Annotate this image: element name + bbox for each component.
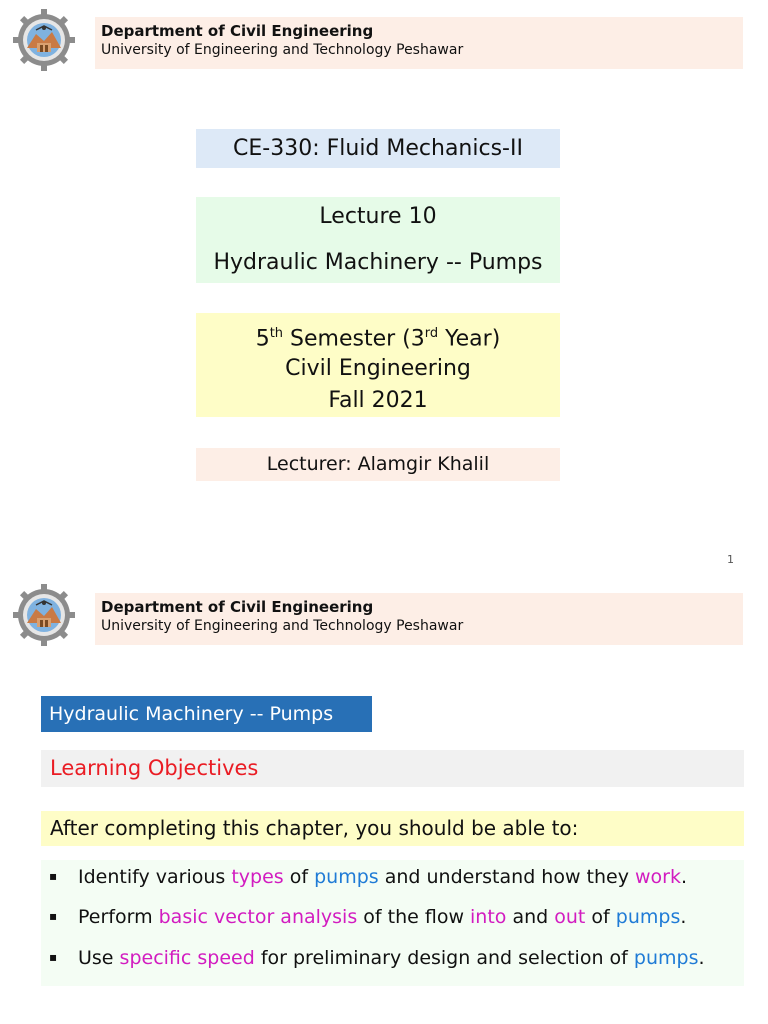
lecture-box — [196, 197, 560, 283]
keyword: types — [231, 866, 284, 888]
lecture-topic: Hydraulic Machinery -- Pumps — [213, 250, 543, 275]
university-name: University of Engineering and Technology Peshawar — [101, 618, 464, 634]
bullet-icon: ▪ — [49, 909, 58, 923]
header-banner — [95, 593, 743, 645]
department-name: Department of Civil Engineering — [101, 598, 374, 616]
bullet-icon: ▪ — [49, 869, 58, 883]
lecture-number: Lecture 10 — [319, 204, 437, 229]
keyword: basic vector analysis — [158, 906, 358, 928]
year-suffix: rd — [424, 326, 439, 341]
semester-label: Semester (3 — [283, 326, 425, 352]
semester-suffix: th — [269, 326, 284, 341]
keyword: work — [635, 866, 681, 888]
objectives-slide — [0, 575, 768, 1024]
list-item: ▪ Use specific speed for preliminary design and selection of pumps. — [49, 947, 705, 969]
objectives-list — [41, 860, 744, 986]
term: Fall 2021 — [328, 388, 428, 414]
university-logo-icon — [12, 583, 76, 647]
semester-line — [196, 320, 560, 353]
lecturer-name: Lecturer: Alamgir Khalil — [196, 448, 560, 481]
department-name: Department of Civil Engineering — [101, 22, 374, 40]
intro-text: After completing this chapter, you should be able to: — [41, 811, 744, 846]
header-banner — [95, 17, 743, 69]
keyword: pumps — [633, 947, 699, 969]
keyword: into — [470, 906, 507, 928]
semester-number: 5 — [255, 326, 270, 352]
list-item: ▪ Perform basic vector analysis of the flow into and out of pumps. — [49, 906, 687, 928]
keyword: specific speed — [119, 947, 255, 969]
objectives-heading: Learning Objectives — [41, 750, 744, 787]
list-item: ▪ Identify various types of pumps and understand how they work. — [49, 866, 688, 888]
course-title: CE-330: Fluid Mechanics-II — [196, 129, 560, 168]
semester-box — [196, 313, 560, 417]
page-number: 1 — [727, 553, 734, 566]
keyword: out — [554, 906, 586, 928]
program-name: Civil Engineering — [285, 356, 471, 382]
university-logo-icon — [12, 8, 76, 72]
keyword: pumps — [615, 906, 681, 928]
topic-heading: Hydraulic Machinery -- Pumps — [41, 696, 372, 732]
keyword: pumps — [314, 866, 379, 888]
university-name: University of Engineering and Technology Peshawar — [101, 42, 464, 58]
year-label: Year) — [438, 326, 501, 352]
bullet-icon: ▪ — [49, 950, 58, 964]
